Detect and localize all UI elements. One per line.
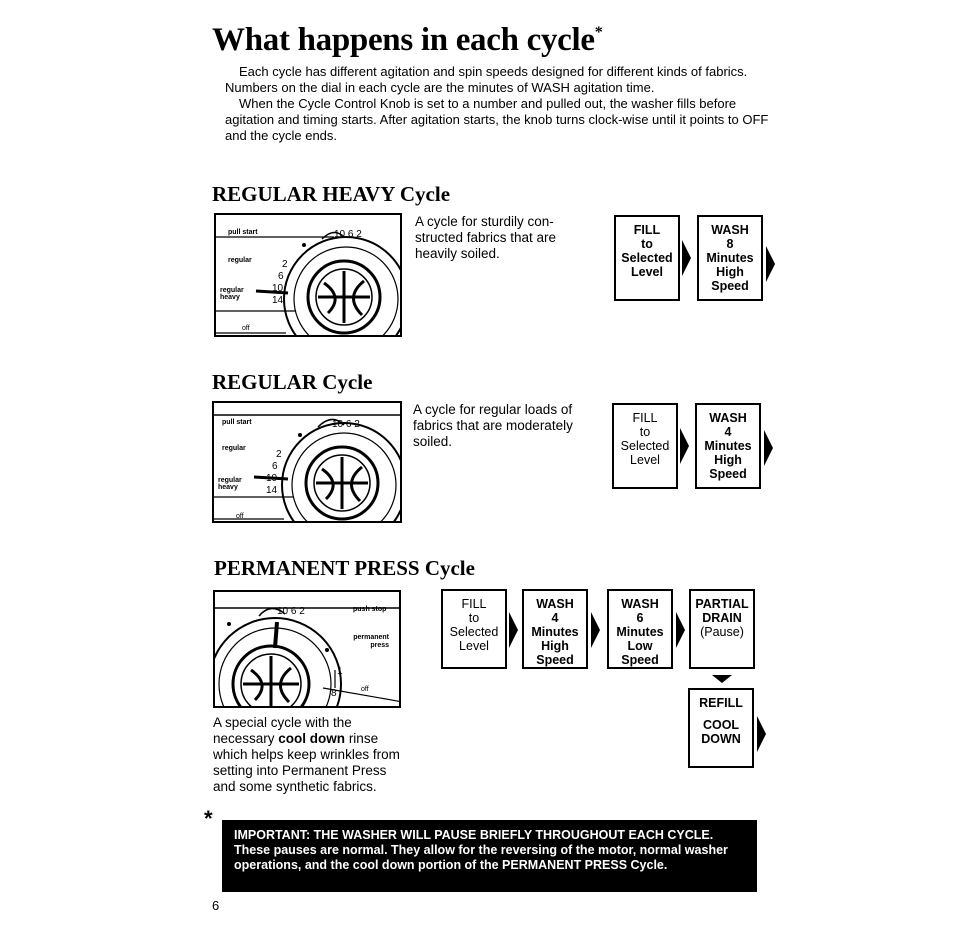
- permanent-press-dial-illustration: [213, 590, 401, 708]
- intro-paragraph-1: Each cycle has different agitation and spin speeds designed for different kinds of fabrics. Numbers on the dial in each cycle are the minutes of WASH agitation time.: [225, 64, 748, 95]
- heavy-dial-number-10: 10: [272, 283, 284, 294]
- page-title: What happens in each cycle*: [212, 22, 603, 58]
- permanent-step-refill-cool-down: REFILL COOL DOWN: [688, 688, 754, 768]
- permanent-arrow-1: [509, 612, 518, 648]
- permanent-step-partial-drain: PARTIAL DRAIN (Pause): [689, 589, 755, 669]
- regular-dial-pull-start-label: pull start: [222, 419, 252, 426]
- page-number: 6: [212, 898, 220, 913]
- heavy-dial-number-2: 2: [282, 259, 288, 270]
- heavy-arrow-2: [766, 246, 775, 282]
- regular-cycle-dial-illustration: [212, 401, 402, 523]
- regular-arrow-2: [764, 430, 773, 466]
- notice-line-2: These pauses are normal. They allow for the reversing of the motor, normal washer operations, and the cool down portion of the PERMANENT PRESS Cycle.: [234, 843, 728, 872]
- important-notice-box: [222, 820, 757, 892]
- regular-dial-number-6: 6: [272, 461, 278, 472]
- heavy-dial-regular-label: regular: [228, 257, 252, 264]
- permanent-dial-top-numbers: 10 6 2: [277, 606, 305, 617]
- heavy-dial-top-numbers: 10 6 2: [334, 229, 362, 240]
- heavy-dial-regular-heavy-label: regular heavy: [220, 287, 244, 301]
- permanent-dial-push-stop-label: push stop: [353, 606, 387, 613]
- regular-dial-off-label: off: [236, 513, 244, 520]
- intro-text: [225, 64, 785, 144]
- permanent-press-description: A special cycle with the necessary cool down rinse which helps keep wrinkles from setting into Permanent Press and some synthetic fabrics.: [213, 715, 400, 794]
- regular-cycle-description: A cycle for regular loads of fabrics that are moderately soiled.: [413, 402, 573, 449]
- heavy-arrow-1: [682, 240, 691, 276]
- footnote-star: *: [204, 806, 213, 831]
- permanent-dial-permanent-press-label: permanent press: [353, 634, 389, 649]
- permanent-dial-number-1: 1: [337, 666, 343, 677]
- permanent-dial-off-label: off: [361, 686, 369, 693]
- permanent-step-wash-low: WASH 6 Minutes Low Speed: [607, 589, 673, 669]
- heavy-cycle-description: A cycle for sturdily con-structed fabrics that are heavily soiled.: [415, 214, 557, 261]
- permanent-dial-number-8: 8: [331, 688, 337, 699]
- permanent-arrow-down: [712, 675, 732, 683]
- heavy-step-fill: FILL to Selected Level: [614, 215, 680, 301]
- permanent-arrow-4: [757, 716, 766, 752]
- regular-step-wash: WASH 4 Minutes High Speed: [695, 403, 761, 489]
- heavy-dial-number-14: 14: [272, 295, 284, 306]
- regular-dial-regular-heavy-label: regular heavy: [218, 477, 242, 491]
- intro-paragraph-2: When the Cycle Control Knob is set to a number and pulled out, the washer fills before agitation and timing starts. After agitation starts, the knob turns clock-wise until it points to OFF and the cycle ends.: [225, 96, 769, 143]
- heavy-dial-off-label: off: [242, 325, 250, 332]
- regular-step-fill: FILL to Selected Level: [612, 403, 678, 489]
- permanent-step-fill: FILL to Selected Level: [441, 589, 507, 669]
- permanent-arrow-2: [591, 612, 600, 648]
- regular-dial-top-numbers: 10 6 2: [332, 419, 360, 430]
- heavy-dial-pull-start-label: pull start: [228, 229, 258, 236]
- heavy-cycle-heading: REGULAR HEAVY Cycle: [212, 182, 451, 206]
- notice-line-1: IMPORTANT: THE WASHER WILL PAUSE BRIEFLY THROUGHOUT EACH CYCLE.: [234, 828, 714, 842]
- heavy-cycle-dial-illustration: [214, 213, 402, 337]
- regular-arrow-1: [680, 428, 689, 464]
- permanent-press-cycle-heading: PERMANENT PRESS Cycle: [214, 556, 475, 580]
- heavy-step-wash: WASH 8 Minutes High Speed: [697, 215, 763, 301]
- heavy-dial-number-6: 6: [278, 271, 284, 282]
- regular-cycle-heading: REGULAR Cycle: [212, 370, 373, 394]
- regular-dial-number-14: 14: [266, 485, 278, 496]
- regular-dial-number-10: 10: [266, 473, 278, 484]
- permanent-step-wash-high: WASH 4 Minutes High Speed: [522, 589, 588, 669]
- permanent-arrow-3: [676, 612, 685, 648]
- regular-dial-number-2: 2: [276, 449, 282, 460]
- regular-dial-regular-label: regular: [222, 445, 246, 452]
- title-footnote-mark: *: [594, 24, 603, 41]
